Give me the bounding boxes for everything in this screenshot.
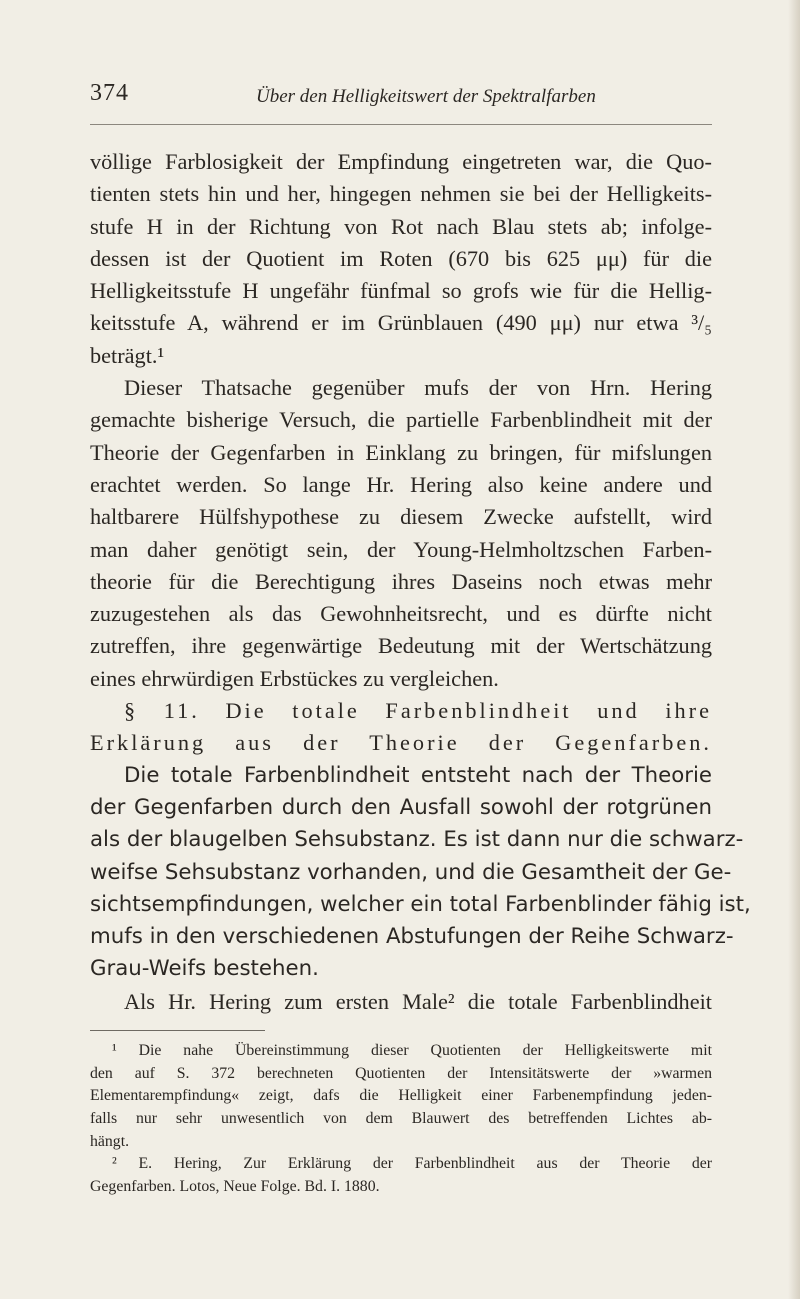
text-line: Die totale Farbenblindheit entsteht nach der Theorie [124,762,712,788]
footnote-line: falls nur sehr unwesentlich von dem Blauwert des betreffenden Lichtes ab- [90,1110,712,1128]
text-line: völlige Farblosigkeit der Empfindung eingetreten war, die Quo- [90,149,712,174]
body-text [90,146,751,1018]
footnote-line: Gegenfarben. Lotos, Neue Folge. Bd. I. 1880. [90,1178,380,1196]
text-line: Dieser Thatsache gegenüber mufs der von Hrn. Hering [124,375,712,401]
text-line: man daher genötigt sein, der Young-Helmholtzschen Farben- [90,536,712,562]
text-line: beträgt.¹ [90,342,165,368]
page-header [90,80,712,110]
text-line: dessen ist der Quotient im Roten (670 bis 625 μμ) für die [90,245,712,271]
text-line: Grau-Weifs bestehen. [90,956,319,982]
text-line: als der blaugelben Sehsubstanz. Es ist dann nur die schwarz- [90,827,744,853]
text-line: erachtet werden. So lange Hr. Hering also keine andere und [90,471,712,497]
text-line: mufs in den verschiedenen Abstufungen der Reihe Schwarz- [90,924,734,950]
text-line: zutreffen, ihre gegenwärtige Bedeutung mit der Wertschätzung [90,633,712,659]
page-number: 374 [90,80,129,106]
text-line: zuzugestehen als das Gewohnheitsrecht, und es dürfte nicht [90,601,712,627]
text-line: keitsstufe A, während er im Grünblauen (490 μμ) nur etwa ³/₅ [90,310,712,336]
footnotes [90,1040,712,1199]
section-heading: Erklärung aus der Theorie der Gegenfarben. [90,730,712,756]
text-line: tienten stets hin und her, hingegen nehmen sie bei der Helligkeits- [90,181,712,207]
footnote-line: den auf S. 372 berechneten Quotienten der Intensitätswerte der »warmen [90,1064,712,1082]
text-line: Helligkeitsstufe H ungefähr fünfmal so grofs wie für die Hellig- [90,278,712,304]
footnote-line: Elementarempfindung« zeigt, dafs die Helligkeit einer Farbenempfindung jeden- [90,1087,712,1105]
text-line: theorie für die Berechtigung ihres Daseins noch etwas mehr [90,568,712,594]
page-edge-shadow [788,0,800,1299]
footnote-rule [90,1030,265,1031]
footnote-line: ¹ Die nahe Übereinstimmung dieser Quotienten der Helligkeitswerte mit [112,1042,712,1059]
text-line: weifse Sehsubstanz vorhanden, und die Gesamtheit der Ge- [90,859,732,885]
text-line: haltbarere Hülfshypothese zu diesem Zwecke aufstellt, wird [90,504,712,530]
text-line: stufe H in der Richtung von Rot nach Blau stets ab; infolge- [90,213,712,239]
text-line: der Gegenfarben durch den Ausfall sowohl der rotgrünen [90,794,712,820]
text-line: Als Hr. Hering zum ersten Male² die totale Farbenblindheit [124,988,712,1014]
text-line: Theorie der Gegenfarben in Einklang zu bringen, für mifslungen [90,439,712,465]
running-head: Über den Helligkeitswert der Spektralfarben [256,86,596,107]
text-line: gemachte bisherige Versuch, die partielle Farbenblindheit mit der [90,407,712,433]
footnote-line: hängt. [90,1132,130,1150]
footnote-line: ² E. Hering, Zur Erklärung der Farbenblindheit aus der Theorie der [112,1155,712,1173]
text-line: sichtsempfindungen, welcher ein total Farbenblinder fähig ist, [90,891,751,917]
section-heading: § 11. Die totale Farbenblindheit und ihre [124,698,712,724]
text-line: eines ehrwürdigen Erbstückes zu vergleichen. [90,665,499,691]
header-rule [90,124,712,125]
